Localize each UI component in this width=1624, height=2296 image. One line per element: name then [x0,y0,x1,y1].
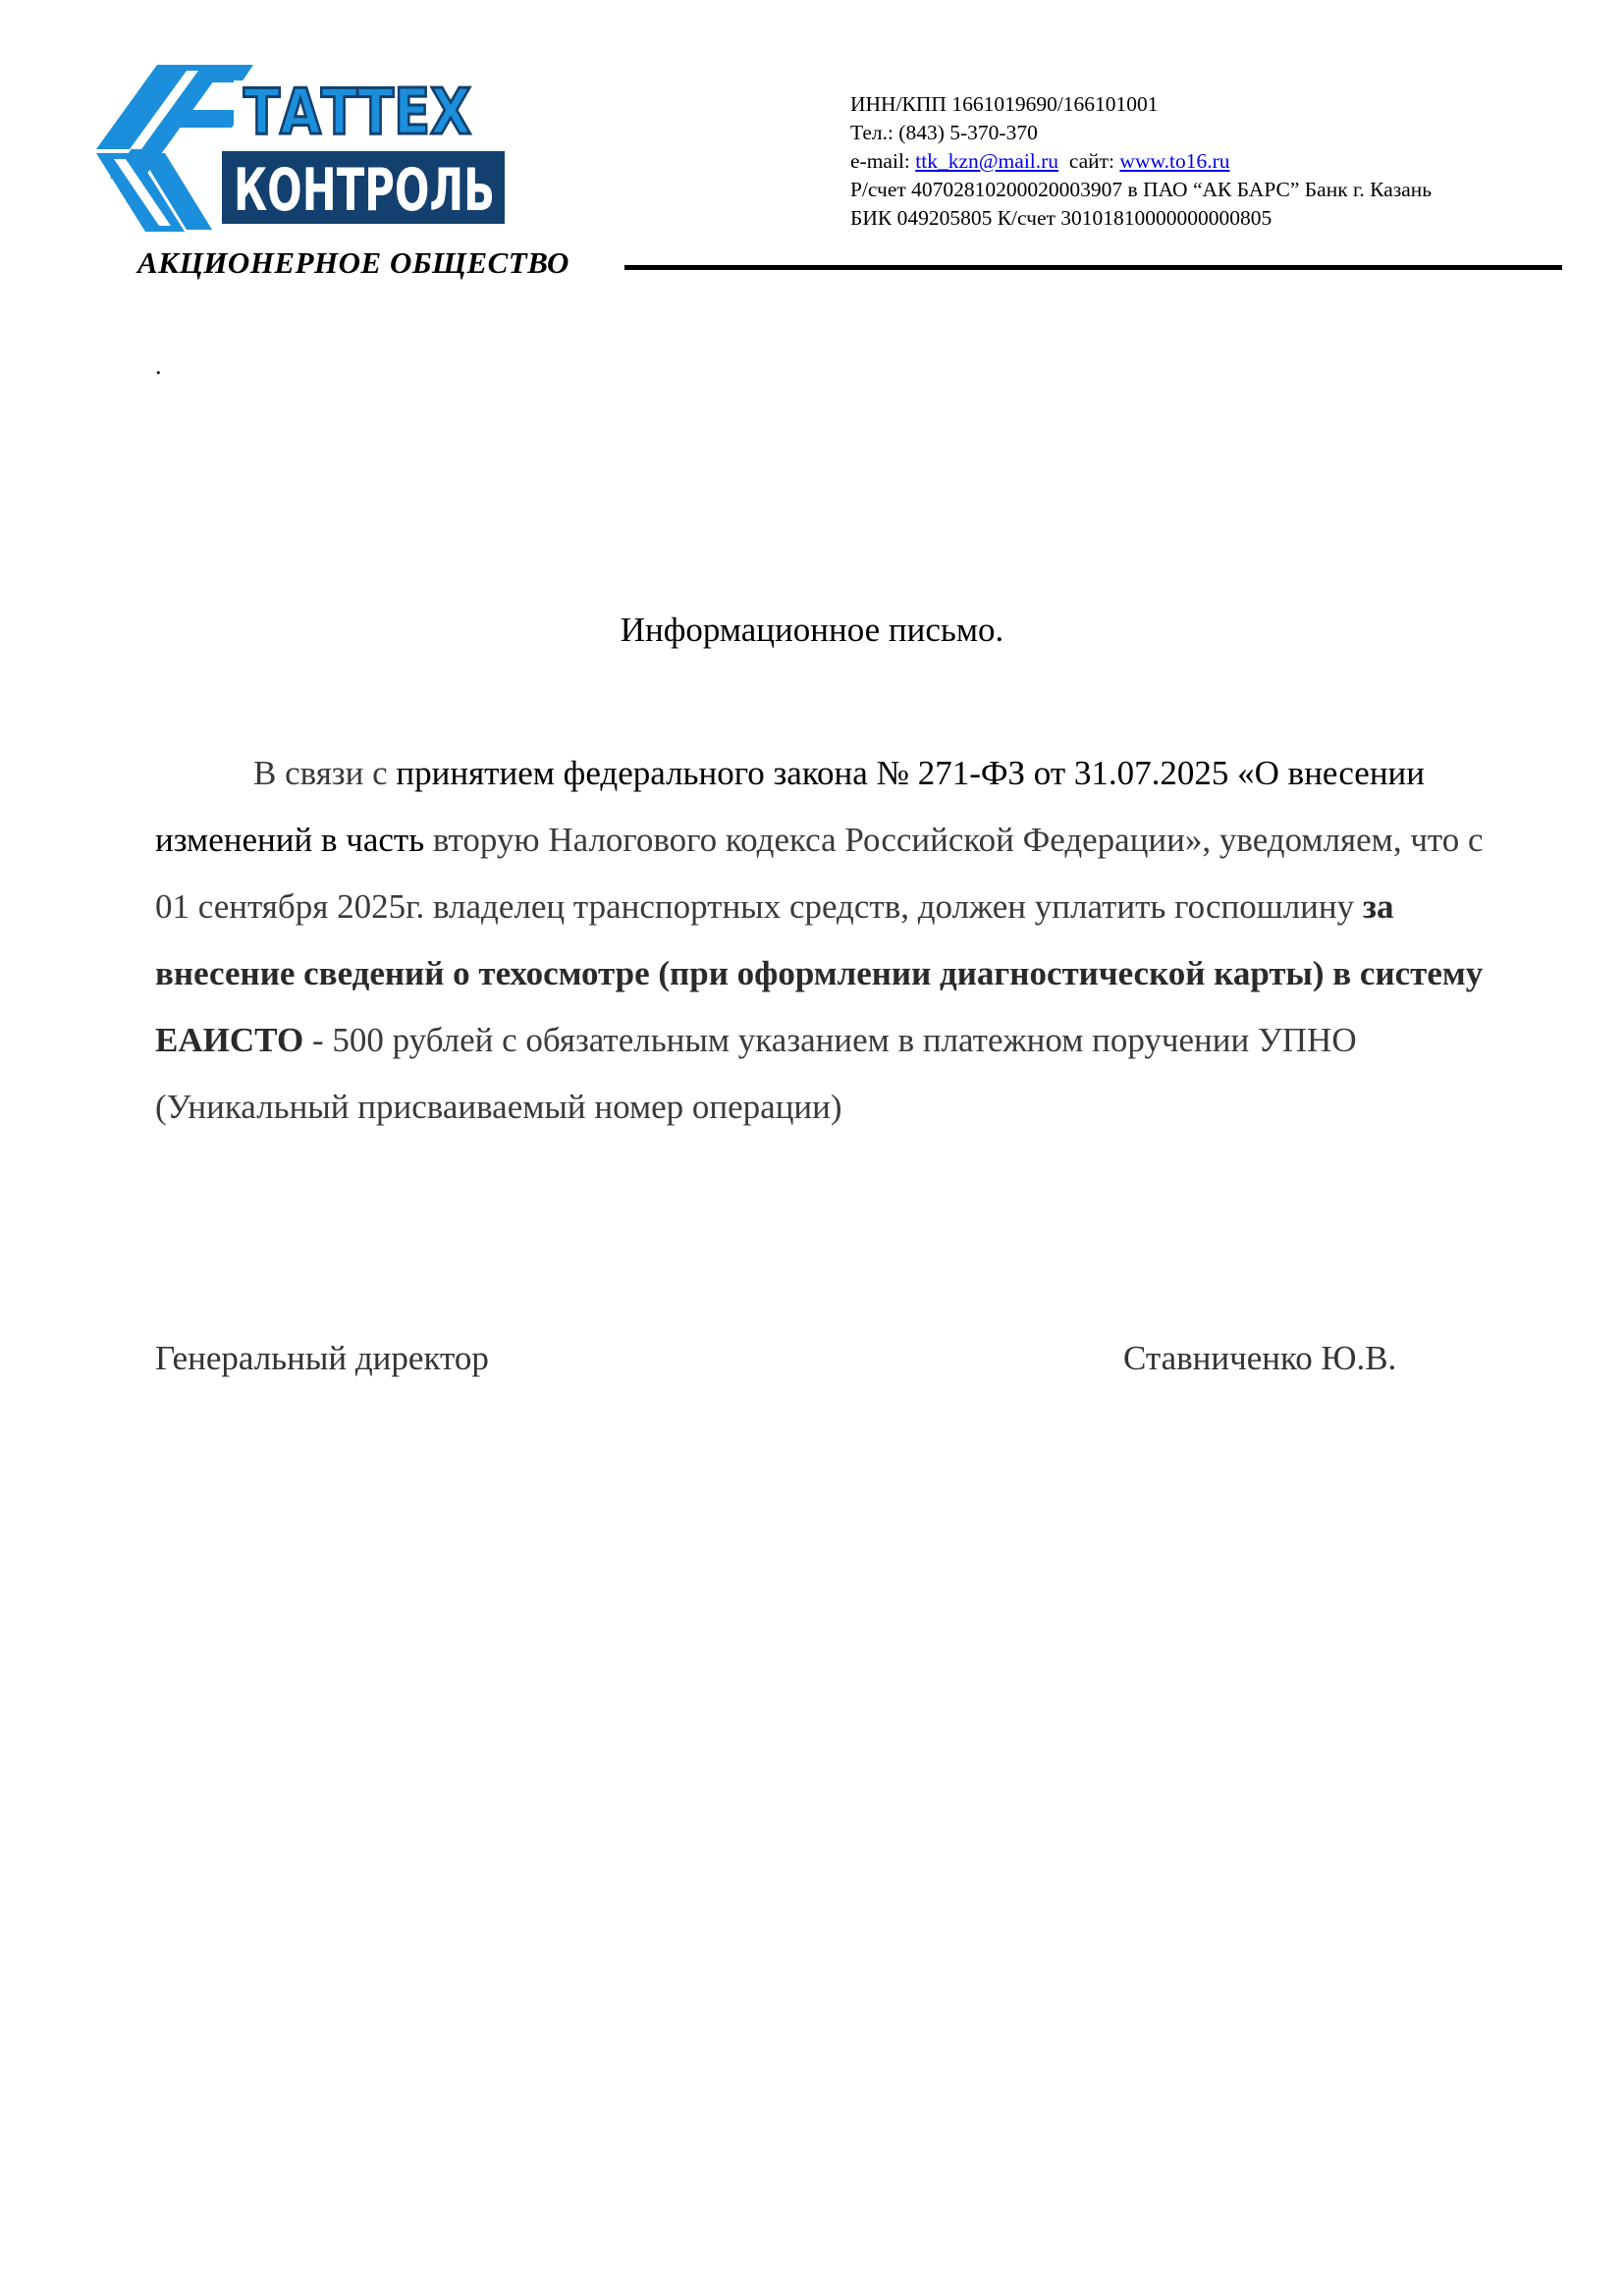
phone: Тел.: (843) 5-370-370 [850,121,1038,144]
site-label: сайт: [1068,149,1115,173]
company-type: АКЦИОНЕРНОЕ ОБЩЕСТВО [137,245,569,280]
company-contacts [850,90,1432,233]
logo-wordmark-bottom: КОНТРОЛЬ [234,156,495,225]
inn-kpp: ИНН/КПП 1661019690/166101001 [850,92,1159,116]
email-label: e-mail: [850,149,910,173]
company-logo [96,63,607,240]
logo-graphic [96,63,607,240]
site-link[interactable]: www.to16.ru [1119,149,1230,173]
body-part-5: - 500 рублей с обязательным указанием в платежном поручении УПНО (Уникальный присваиваемый номер операции) [155,1021,1357,1126]
bank-account: Р/счет 40702810200020003907 в ПАО “АК БАРС” Банк г. Казань [850,178,1433,201]
body-part-1: В связи с [253,754,397,792]
email-link[interactable]: ttk_kzn@mail.ru [915,149,1059,173]
header-divider [624,265,1562,270]
signatory-position: Генеральный директор [155,1339,489,1377]
letter-title: Информационное письмо. [620,611,1004,649]
body-part-3: вторую Налогового кодекса Российской Федерации», уведомляем, что с 01 сентября 2025г. владелец транспортных средств, должен уплатить госпошлину [155,821,1484,926]
stray-dot: . [155,351,162,380]
letter-body [155,740,1520,1141]
email-site-row [850,147,1432,176]
body-part-2: принятием федерального закона № 271-ФЗ от 31.07.2025 «О внесении изменений в часть [155,754,1426,859]
bik: БИК 049205805 К/счет 30101810000000000805 [850,206,1272,230]
body-bold-fee: за внесение сведений о техосмотре (при оформлении диагностической карты) в систему ЕАИСТО [155,887,1484,1059]
logo-wordmark-top: ТАТТЕХ [244,77,471,149]
signatory-name: Ставниченко Ю.В. [1123,1339,1397,1377]
